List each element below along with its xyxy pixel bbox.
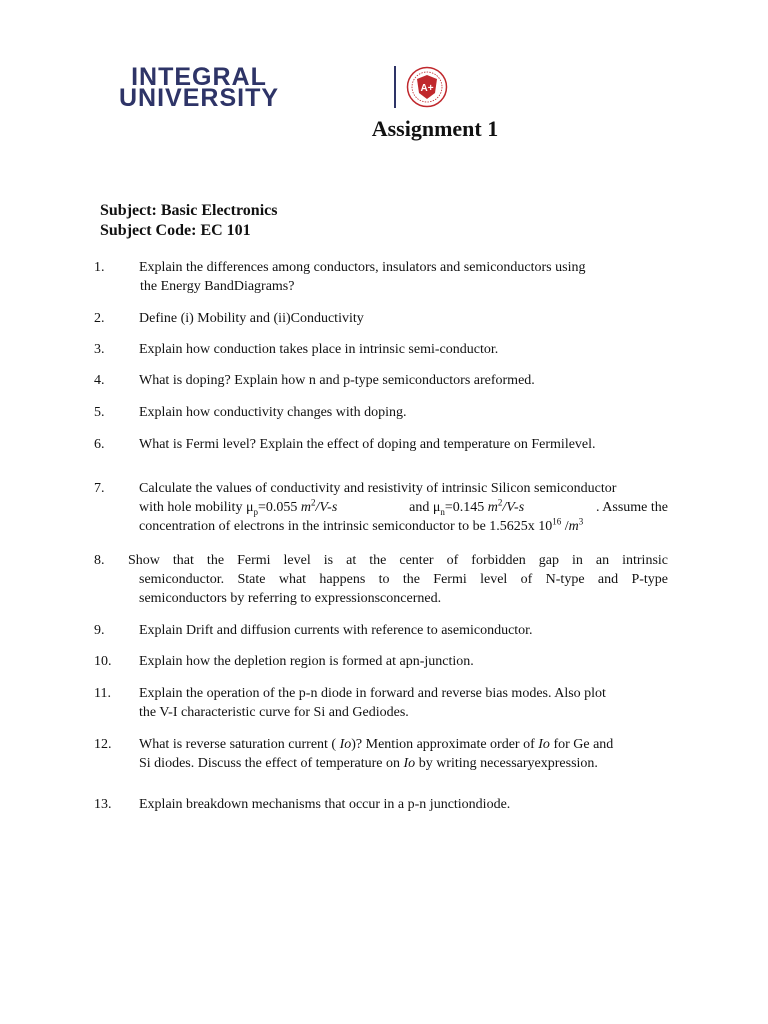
question-text-line: semiconductor. State what happens to the Fermi level of N-type and P-type xyxy=(139,572,668,587)
question-text-line: Explain how conduction takes place in intrinsic semi-conductor. xyxy=(139,342,499,357)
question-text-line: Explain how the depletion region is formed at apn-junction. xyxy=(139,654,474,669)
question-number: 9. xyxy=(94,623,105,638)
question-text-line: What is doping? Explain how n and p-type semiconductors areformed. xyxy=(139,373,535,388)
text-segment: with hole mobility $\mu_p=0.055$ $m^2/V-s$ xyxy=(139,497,338,517)
question-text-line: semiconductors by referring to expressionsconcerned. xyxy=(139,591,442,606)
accreditation-seal-icon xyxy=(406,66,448,108)
subject-line: Subject: Basic Electronics xyxy=(100,202,278,219)
question-text-line: the V-I characteristic curve for Si and Gediodes. xyxy=(139,705,409,720)
question-text-line: What is reverse saturation current ( Io)? Mention approximate order of Io for Ge and xyxy=(139,737,614,752)
question-text-line: Explain breakdown mechanisms that occur in a p-n junctiondiode. xyxy=(139,797,511,812)
question-text-line: Calculate the values of conductivity and resistivity of intrinsic Silicon semiconductor xyxy=(139,481,617,496)
question-text-line: the Energy BandDiagrams? xyxy=(140,279,295,294)
question-number: 7. xyxy=(94,481,105,496)
question-text-line xyxy=(139,498,668,517)
logo-line-integral: INTEGRAL xyxy=(131,63,267,91)
question-number: 6. xyxy=(94,437,105,452)
seal-text: A+ xyxy=(420,83,434,94)
question-number: 11. xyxy=(94,686,111,701)
question-text-line: Si diodes. Discuss the effect of temperature on Io by writing necessaryexpression. xyxy=(139,756,598,771)
logo-divider xyxy=(394,66,396,108)
question-text-line: What is Fermi level? Explain the effect of doping and temperature on Fermilevel. xyxy=(139,437,596,452)
question-text-line: Explain the differences among conductors, insulators and semiconductors using xyxy=(139,260,586,275)
university-logo xyxy=(94,63,434,116)
question-number: 12. xyxy=(94,737,112,752)
logo-line-university: UNIVERSITY xyxy=(118,84,280,112)
text-segment: and $\mu_n=0.145$ $m^2/V-s$ xyxy=(409,497,525,517)
question-number: 2. xyxy=(94,311,105,326)
text-segment: . Assume the xyxy=(596,500,668,515)
question-text-line: Explain the operation of the p-n diode in forward and reverse bias modes. Also plot xyxy=(139,686,606,701)
question-text-line: concentration of electrons in the intrinsic semiconductor to be 1.5625x $10^{16}$ $/m^3$ xyxy=(139,516,584,534)
question-number: 3. xyxy=(94,342,105,357)
question-number: 13. xyxy=(94,797,112,812)
subject-code-line: Subject Code: EC 101 xyxy=(100,222,251,239)
question-number: 4. xyxy=(94,373,105,388)
page-title: Assignment 1 xyxy=(371,116,499,141)
question-text-line: Show that the Fermi level is at the center of forbidden gap in an intrinsic xyxy=(128,553,668,568)
question-text-line: Define (i) Mobility and (ii)Conductivity xyxy=(139,311,364,326)
question-number: 8. xyxy=(94,553,105,568)
question-number: 10. xyxy=(94,654,112,669)
question-text-line: Explain how conductivity changes with doping. xyxy=(139,405,407,420)
question-text-line: Explain Drift and diffusion currents with reference to asemiconductor. xyxy=(139,623,533,638)
question-number: 5. xyxy=(94,405,105,420)
question-number: 1. xyxy=(94,260,105,275)
